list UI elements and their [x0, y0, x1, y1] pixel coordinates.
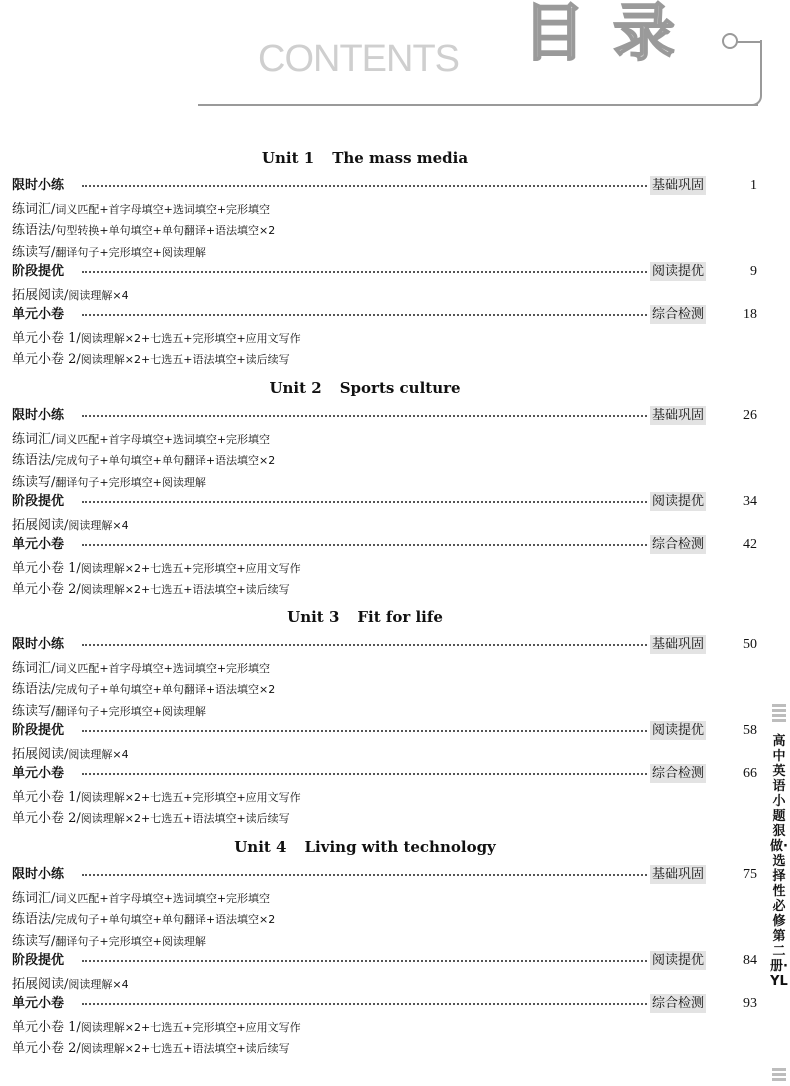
item-head: 拓展阅读/ — [12, 976, 69, 992]
section-label: 单元小卷 — [12, 996, 65, 1011]
item-detail: 句型转换+单句填空+单句翻译+语法填空×2 — [55, 224, 276, 237]
page-number: 34 — [743, 494, 757, 509]
section-tag: 基础巩固 — [652, 408, 705, 423]
toc-item — [12, 428, 652, 448]
side-book-title — [768, 700, 788, 1086]
header-rule-top — [736, 41, 760, 43]
dot-leader — [82, 185, 647, 187]
item-head: 练词汇/ — [12, 431, 56, 447]
item-detail: 阅读理解×4 — [68, 518, 129, 532]
toc-item — [12, 930, 652, 950]
toc-item — [12, 678, 652, 698]
section-tag: 综合检测 — [652, 307, 705, 322]
toc-section-row[interactable] — [12, 721, 757, 741]
item-detail: 阅读理解×4 — [68, 977, 129, 991]
toc-section-row[interactable] — [12, 262, 757, 282]
item-detail: 阅读理解×2+七选五+语法填空+读后续写 — [80, 1042, 290, 1055]
page-number: 66 — [743, 766, 757, 781]
toc-section-row[interactable] — [12, 176, 757, 196]
toc-section-row[interactable] — [12, 406, 757, 426]
item-detail: 翻译句子+完形填空+阅读理解 — [55, 704, 206, 718]
item-head: 练词汇/ — [12, 890, 56, 906]
section-label: 阶段提优 — [12, 723, 65, 738]
item-head: 单元小卷 2/ — [12, 1041, 81, 1056]
dot-leader — [82, 501, 647, 503]
section-tag: 阅读提优 — [652, 953, 705, 968]
item-head: 单元小卷 1/ — [12, 330, 81, 346]
item-head: 练语法/ — [12, 223, 56, 238]
toc-item — [12, 327, 652, 347]
item-detail: 翻译句子+完形填空+阅读理解 — [55, 934, 206, 948]
unit-title — [0, 837, 730, 857]
section-tag: 综合检测 — [652, 996, 705, 1011]
section-tag: 综合检测 — [652, 766, 705, 781]
item-detail: 阅读理解×2+七选五+完形填空+应用文写作 — [80, 790, 301, 804]
item-detail: 阅读理解×4 — [68, 288, 129, 302]
unit-number: Unit 4 — [234, 838, 287, 856]
section-label: 限时小练 — [12, 867, 65, 882]
section-label: 阶段提优 — [12, 264, 65, 279]
dot-leader — [82, 960, 647, 962]
toc-item — [12, 887, 652, 907]
section-tag: 基础巩固 — [652, 637, 705, 652]
item-detail: 词义匹配+首字母填空+选词填空+完形填空 — [55, 661, 271, 675]
toc-item — [12, 1016, 652, 1036]
toc-item — [12, 807, 652, 827]
section-label: 限时小练 — [12, 178, 65, 193]
item-detail: 词义匹配+首字母填空+选词填空+完形填空 — [55, 432, 271, 446]
section-tag: 阅读提优 — [652, 494, 705, 509]
item-detail: 阅读理解×2+七选五+完形填空+应用文写作 — [80, 561, 301, 575]
dot-leader — [82, 644, 647, 646]
item-head: 练读写/ — [12, 703, 56, 719]
item-head: 单元小卷 2/ — [12, 582, 81, 597]
item-detail: 翻译句子+完形填空+阅读理解 — [55, 245, 206, 259]
toc-section-row[interactable] — [12, 764, 757, 784]
toc-item — [12, 1037, 652, 1057]
item-detail: 阅读理解×2+七选五+语法填空+读后续写 — [80, 812, 290, 825]
page-number: 26 — [743, 408, 757, 423]
page-number: 9 — [750, 264, 757, 279]
section-tag: 基础巩固 — [652, 867, 705, 882]
dot-leader — [82, 773, 647, 775]
item-head: 单元小卷 1/ — [12, 789, 81, 805]
toc-item — [12, 973, 652, 993]
section-tag: 阅读提优 — [652, 723, 705, 738]
toc-item — [12, 514, 652, 534]
section-tag: 综合检测 — [652, 537, 705, 552]
toc-item — [12, 700, 652, 720]
item-head: 练语法/ — [12, 912, 56, 927]
item-head: 单元小卷 2/ — [12, 811, 81, 826]
side-bars-top — [772, 704, 786, 724]
item-head: 拓展阅读/ — [12, 287, 69, 303]
toc-item — [12, 241, 652, 261]
item-head: 单元小卷 1/ — [12, 560, 81, 576]
section-label: 单元小卷 — [12, 766, 65, 781]
item-detail: 完成句子+单句填空+单句翻译+语法填空×2 — [55, 454, 276, 467]
toc-item — [12, 743, 652, 763]
section-label: 单元小卷 — [12, 307, 65, 322]
toc-item — [12, 557, 652, 577]
dot-leader — [82, 730, 647, 732]
item-head: 单元小卷 2/ — [12, 352, 81, 367]
unit-name: Living with technology — [304, 838, 496, 856]
toc-item — [12, 578, 652, 598]
toc-section-row[interactable] — [12, 951, 757, 971]
header-rule — [198, 104, 758, 106]
unit-name: Sports culture — [339, 379, 461, 397]
dot-leader — [82, 415, 647, 417]
side-book-title-text: 高中英语小题狠做·选择性必修第二册·YL — [770, 734, 788, 989]
item-head: 单元小卷 1/ — [12, 1019, 81, 1035]
section-label: 限时小练 — [12, 637, 65, 652]
section-label: 限时小练 — [12, 408, 65, 423]
page-number: 18 — [743, 307, 757, 322]
toc-item — [12, 348, 652, 368]
contents-title-en: CONTENTS — [258, 38, 459, 80]
unit-number: Unit 1 — [261, 149, 315, 167]
unit-number: Unit 3 — [287, 608, 340, 626]
header-circle-ornament — [722, 33, 738, 49]
toc-section-row[interactable] — [12, 994, 757, 1014]
section-label: 阶段提优 — [12, 953, 65, 968]
item-detail: 阅读理解×2+七选五+语法填空+读后续写 — [80, 583, 290, 596]
item-detail: 词义匹配+首字母填空+选词填空+完形填空 — [55, 891, 271, 905]
toc-section-row[interactable] — [12, 535, 757, 555]
section-label: 单元小卷 — [12, 537, 65, 552]
page-number: 75 — [743, 867, 757, 882]
toc-section-row[interactable] — [12, 492, 757, 512]
unit-title — [0, 607, 730, 627]
page-number: 93 — [743, 996, 757, 1011]
item-head: 练词汇/ — [12, 201, 56, 217]
toc-item — [12, 198, 652, 218]
page-header — [0, 0, 790, 120]
unit-name: The mass media — [332, 149, 469, 167]
item-detail: 词义匹配+首字母填空+选词填空+完形填空 — [55, 202, 271, 216]
toc-item — [12, 471, 652, 491]
page-number: 84 — [743, 953, 757, 968]
unit-title — [0, 378, 730, 398]
item-head: 练词汇/ — [12, 660, 56, 676]
item-head: 拓展阅读/ — [12, 746, 69, 762]
item-head: 拓展阅读/ — [12, 517, 69, 533]
item-head: 练语法/ — [12, 453, 56, 468]
page-number: 1 — [750, 178, 757, 193]
item-head: 练读写/ — [12, 244, 56, 260]
page-number: 58 — [743, 723, 757, 738]
item-detail: 阅读理解×2+七选五+完形填空+应用文写作 — [80, 331, 301, 345]
dot-leader — [82, 874, 647, 876]
item-detail: 完成句子+单句填空+单句翻译+语法填空×2 — [55, 913, 276, 926]
toc-item — [12, 786, 652, 806]
dot-leader — [82, 544, 647, 546]
dot-leader — [82, 1003, 647, 1005]
dot-leader — [82, 314, 647, 316]
unit-name: Fit for life — [357, 608, 443, 626]
item-detail: 翻译句子+完形填空+阅读理解 — [55, 475, 206, 489]
item-head: 练读写/ — [12, 933, 56, 949]
toc-section-row[interactable] — [12, 305, 757, 325]
toc-section-row[interactable] — [12, 865, 757, 885]
side-bars-bottom — [772, 1068, 786, 1083]
unit-title — [0, 148, 730, 168]
toc-section-row[interactable] — [12, 635, 757, 655]
page-number: 42 — [743, 537, 757, 552]
header-rule-curve — [736, 40, 762, 106]
item-detail: 阅读理解×4 — [68, 747, 129, 761]
toc-item — [12, 284, 652, 304]
unit-number: Unit 2 — [269, 379, 322, 397]
page-number: 50 — [743, 637, 757, 652]
section-tag: 基础巩固 — [652, 178, 705, 193]
section-label: 阶段提优 — [12, 494, 65, 509]
dot-leader — [82, 271, 647, 273]
toc-item — [12, 219, 652, 239]
item-head: 练语法/ — [12, 682, 56, 697]
item-head: 练读写/ — [12, 474, 56, 490]
item-detail: 完成句子+单句填空+单句翻译+语法填空×2 — [55, 683, 276, 696]
item-detail: 阅读理解×2+七选五+语法填空+读后续写 — [80, 353, 290, 366]
contents-title-zh: 目录 — [523, 0, 704, 69]
toc-item — [12, 449, 652, 469]
toc-item — [12, 657, 652, 677]
section-tag: 阅读提优 — [652, 264, 705, 279]
toc-item — [12, 908, 652, 928]
item-detail: 阅读理解×2+七选五+完形填空+应用文写作 — [80, 1020, 301, 1034]
